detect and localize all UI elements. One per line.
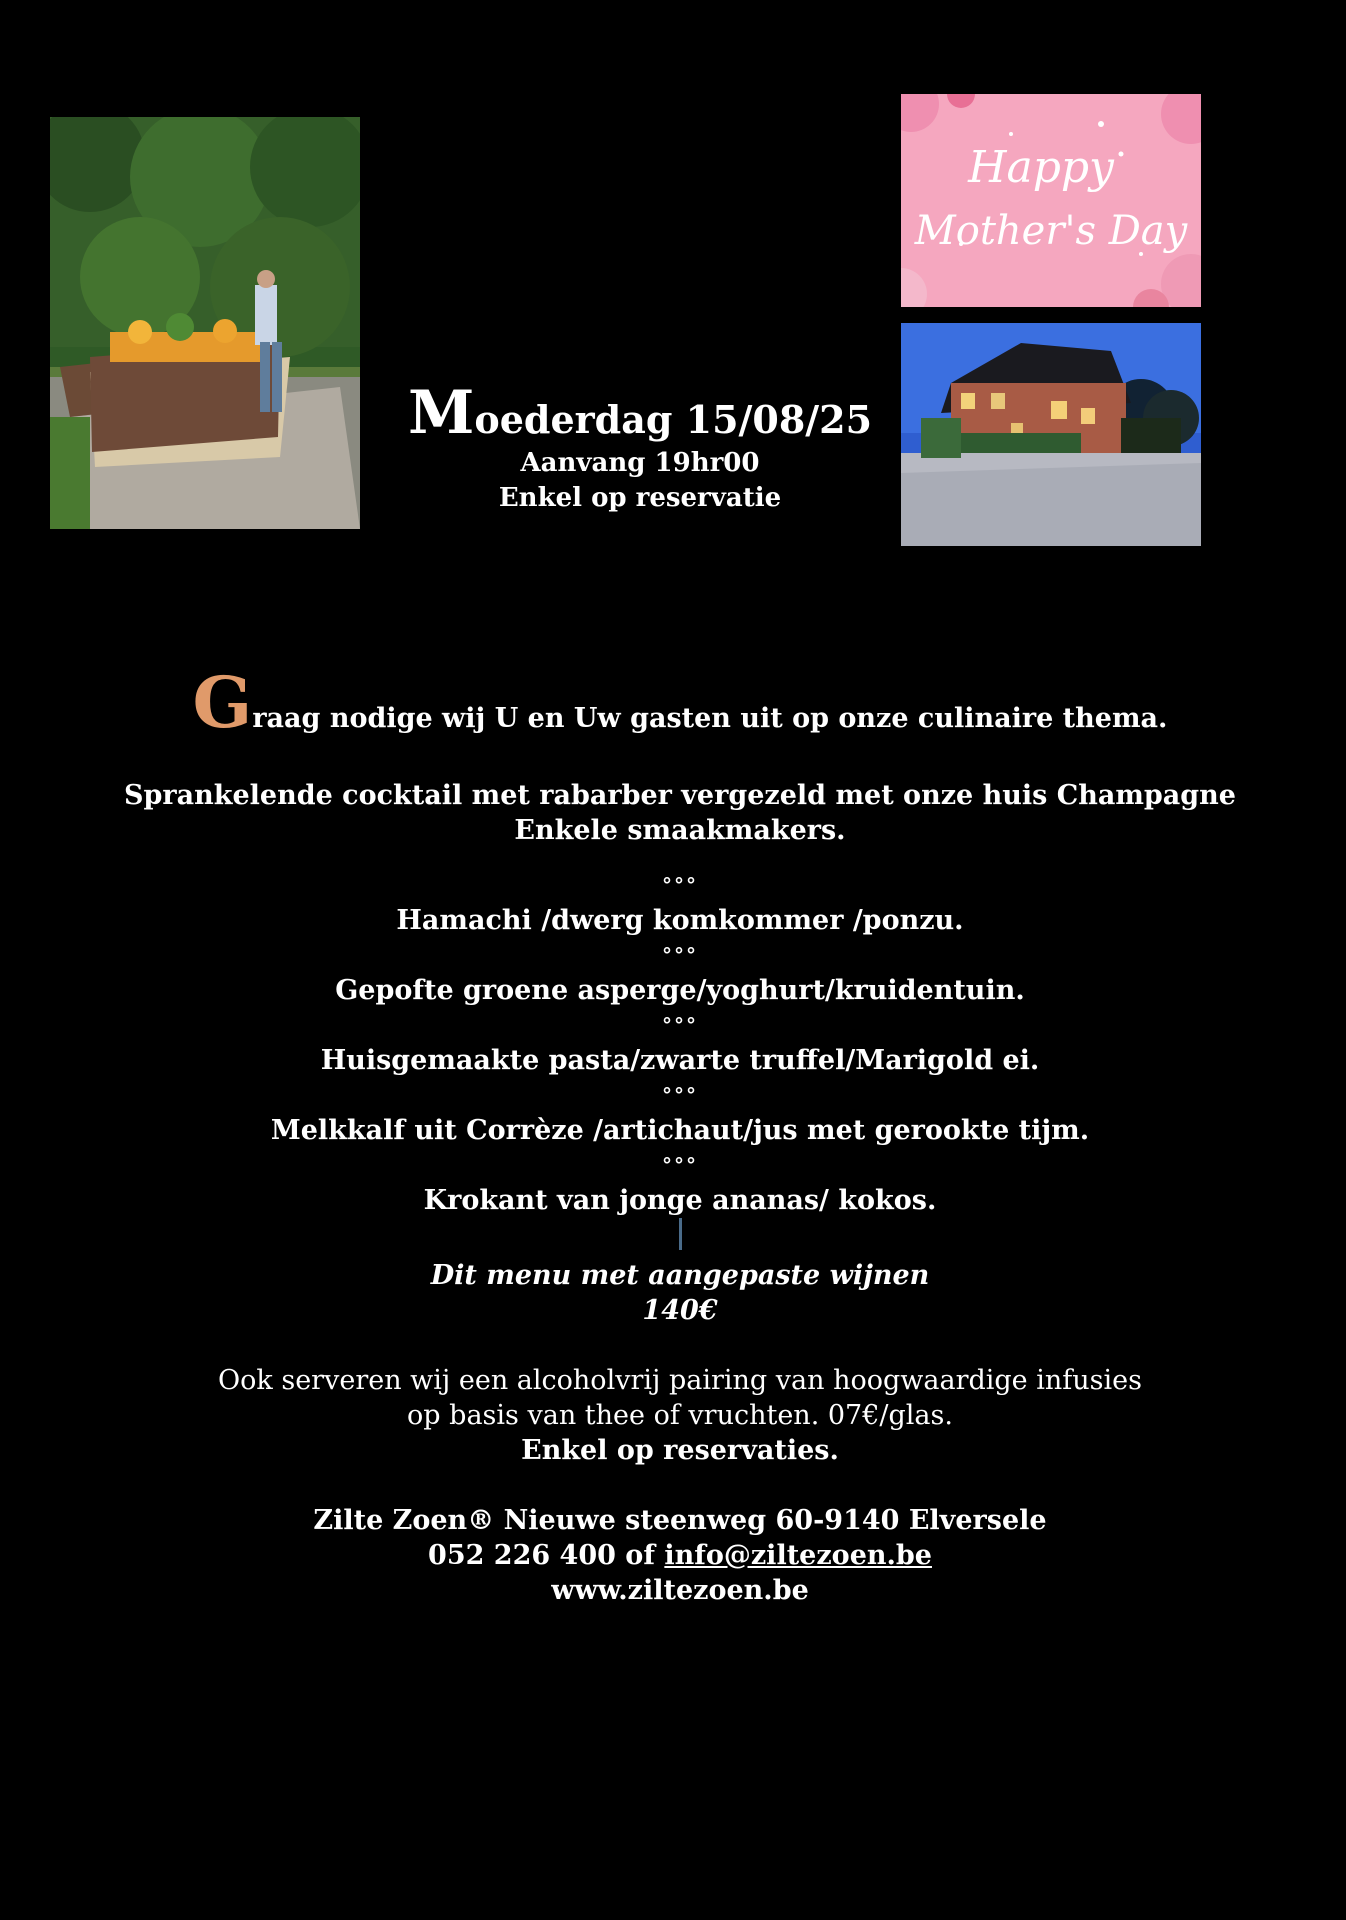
contact-website[interactable]: www.ziltezoen.be — [551, 1575, 809, 1606]
course-4: Melkkalf uit Corrèze /artichaut/jus met gerookte tijm. — [270, 1115, 1090, 1146]
event-title-rest: oederdag 15/08/25 — [474, 397, 873, 442]
mothers-day-card — [901, 94, 1201, 307]
price-amount: 140€ — [642, 1295, 718, 1326]
price-label: Dit menu met aangepaste wijnen — [430, 1260, 930, 1291]
separator: °°° — [662, 1013, 698, 1037]
event-title-initial: M — [407, 378, 475, 448]
restaurant-house-photo — [901, 323, 1201, 546]
event-title — [380, 380, 900, 446]
separator: °°° — [662, 873, 698, 897]
non-alcoholic-line-1: Ook serveren wij een alcoholvrij pairing van hoogwaardige infusies — [218, 1365, 1142, 1396]
contact-phone: 052 226 400 of — [428, 1540, 665, 1571]
event-reservation: Enkel op reservatie — [498, 483, 782, 513]
separator: °°° — [662, 943, 698, 967]
intro-line — [120, 661, 1240, 744]
reservations-note: Enkel op reservaties. — [521, 1435, 839, 1466]
contact-email-link[interactable]: info@ziltezoen.be — [664, 1540, 932, 1571]
event-start: Aanvang 19hr00 — [520, 448, 760, 478]
card-text-mothers-day: Mother's Day — [914, 208, 1188, 254]
divider-line — [679, 1218, 682, 1250]
garden-photo — [50, 117, 360, 529]
course-2: Gepofte groene asperge/yoghurt/kruidentuin. — [335, 975, 1025, 1006]
intro-rest: raag nodige wij U en Uw gasten uit op onze culinaire thema. — [252, 703, 1168, 734]
separator: °°° — [662, 1083, 698, 1107]
non-alcoholic-line-2: op basis van thee of vruchten. 07€/glas. — [407, 1400, 953, 1431]
course-3: Huisgemaakte pasta/zwarte truffel/Marigold ei. — [320, 1045, 1040, 1076]
intro-initial: G — [192, 661, 253, 744]
aperitif-line-1: Sprankelende cocktail met rabarber vergezeld met onze huis Champagne — [124, 780, 1236, 811]
event-header — [380, 380, 900, 516]
contact-phone-email — [120, 1538, 1240, 1573]
course-1: Hamachi /dwerg komkommer /ponzu. — [396, 905, 964, 936]
separator: °°° — [662, 1153, 698, 1177]
contact-address: Zilte Zoen® Nieuwe steenweg 60-9140 Elversele — [313, 1505, 1047, 1536]
aperitif-line-2: Enkele smaakmakers. — [514, 815, 846, 846]
course-5: Krokant van jonge ananas/ kokos. — [423, 1185, 937, 1216]
card-text-happy: Happy — [968, 142, 1114, 193]
menu-body — [120, 661, 1240, 1608]
